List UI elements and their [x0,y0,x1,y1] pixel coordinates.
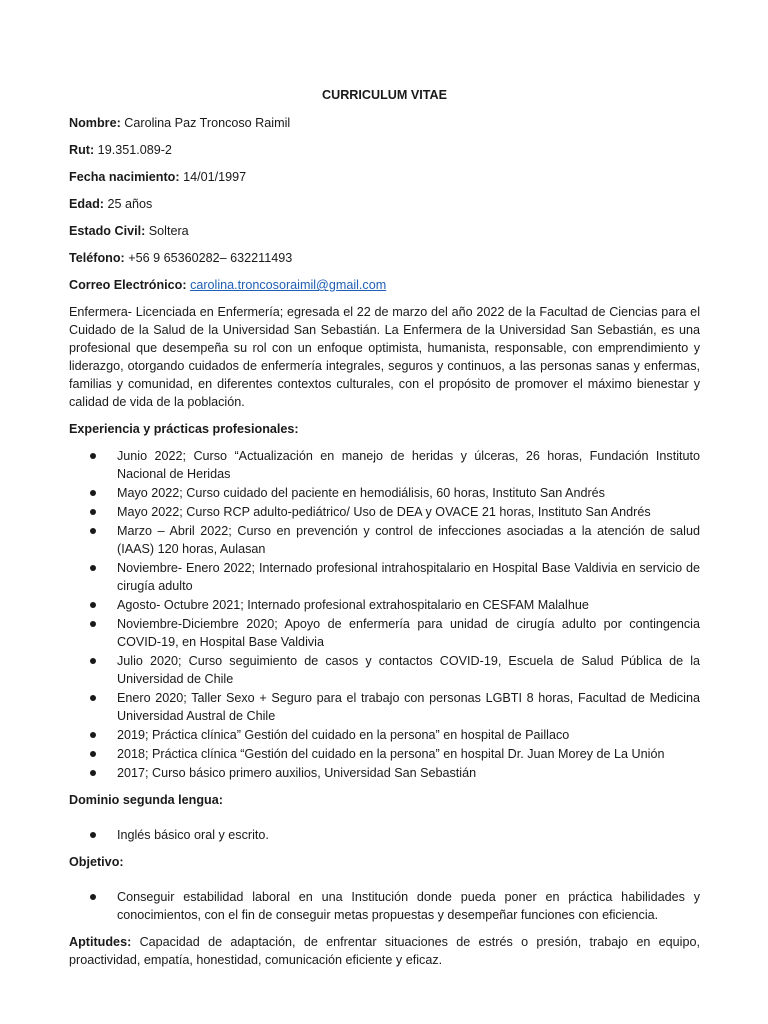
summary-paragraph: Enfermera- Licenciada en Enfermería; egresada el 22 de marzo del año 2022 de la Facultad de Ciencias para el Cuidado de la Salud de la Universidad San Sebastián. La Enfermera de la Universidad San Sebastián, es una profesional que desempeña su rol con un enfoque optimista, humanista, responsable, con emprendimiento y liderazgo, otorgando cuidados de enfermería integrales, seguros y continuos, a las personas sanas y enfermas, familias y comunidad, en diferentes contextos culturales, con el propósito de promover el máximo bienestar y calidad de vida de la población. [69,305,700,409]
field-rut [69,141,700,159]
list-item: Julio 2020; Curso seguimiento de casos y contactos COVID-19, Escuela de Salud Pública de la Universidad de Chile [69,652,700,688]
list-item: Inglés básico oral y escrito. [69,826,700,844]
field-value: Carolina Paz Troncoso Raimil [120,116,291,130]
list-item: 2018; Práctica clínica “Gestión del cuidado en la persona” en hospital Dr. Juan Morey de La Unión [69,745,700,763]
field-value: 19.351.089-2 [94,143,172,157]
list-item: Mayo 2022; Curso RCP adulto-pediátrico/ Uso de DEA y OVACE 21 horas, Instituto San Andrés [69,503,700,521]
experience-heading: Experiencia y prácticas profesionales: [69,422,299,436]
document-title: CURRICULUM VITAE [322,88,447,102]
email-link[interactable]: carolina.troncosoraimil@gmail.com [190,278,387,292]
list-item: Junio 2022; Curso “Actualización en manejo de heridas y úlceras, 26 horas, Fundación Instituto Nacional de Heridas [69,447,700,483]
list-item: Conseguir estabilidad laboral en una Institución donde pueda poner en práctica habilidades y conocimientos, con el fin de conseguir metas propuestas y desempeñar funciones con eficiencia. [69,888,700,924]
objective-list [69,888,700,924]
field-age [69,195,700,213]
list-item: Agosto- Octubre 2021; Internado profesional extrahospitalario en CESFAM Malalhue [69,596,700,614]
field-civil-status [69,222,700,240]
field-phone [69,249,700,267]
field-email [69,276,700,294]
aptitudes-label: Aptitudes: [69,935,132,949]
field-value: Soltera [145,224,189,238]
list-item: 2019; Práctica clínica” Gestión del cuidado en la persona” en hospital de Paillaco [69,726,700,744]
field-label: Estado Civil: [69,224,146,238]
language-heading: Dominio segunda lengua: [69,793,223,807]
field-label: Rut: [69,143,95,157]
experience-list [69,447,700,782]
list-item: Marzo – Abril 2022; Curso en prevención y control de infecciones asociadas a la atención de salud (IAAS) 120 horas, Aulasan [69,522,700,558]
field-label: Teléfono: [69,251,125,265]
list-item: Enero 2020; Taller Sexo + Seguro para el trabajo con personas LGBTI 8 horas, Facultad de Medicina Universidad Austral de Chile [69,689,700,725]
field-label: Correo Electrónico: [69,278,191,292]
list-item: Mayo 2022; Curso cuidado del paciente en hemodiálisis, 60 horas, Instituto San Andrés [69,484,700,502]
objective-heading: Objetivo: [69,855,124,869]
list-item: Noviembre-Diciembre 2020; Apoyo de enfermería para unidad de cirugía adulto por contingencia COVID-19, en Hospital Base Valdivia [69,615,700,651]
field-name [69,114,700,132]
aptitudes-paragraph [69,933,700,969]
field-value: 25 años [103,197,153,211]
list-item: 2017; Curso básico primero auxilios, Universidad San Sebastián [69,764,700,782]
language-list [69,826,700,844]
cv-content [69,86,700,969]
field-label: Nombre: [69,116,121,130]
aptitudes-text: Capacidad de adaptación, de enfrentar situaciones de estrés o presión, trabajo en equipo, proactividad, empatía, honestidad, comunicación eficiente y eficaz. [69,935,700,967]
field-value: 14/01/1997 [179,170,247,184]
field-birthdate [69,168,700,186]
field-label: Fecha nacimiento: [69,170,180,184]
field-value: +56 9 65360282– 632211493 [124,251,293,265]
field-label: Edad: [69,197,104,211]
list-item: Noviembre- Enero 2022; Internado profesional intrahospitalario en Hospital Base Valdivia en servicio de cirugía adulto [69,559,700,595]
